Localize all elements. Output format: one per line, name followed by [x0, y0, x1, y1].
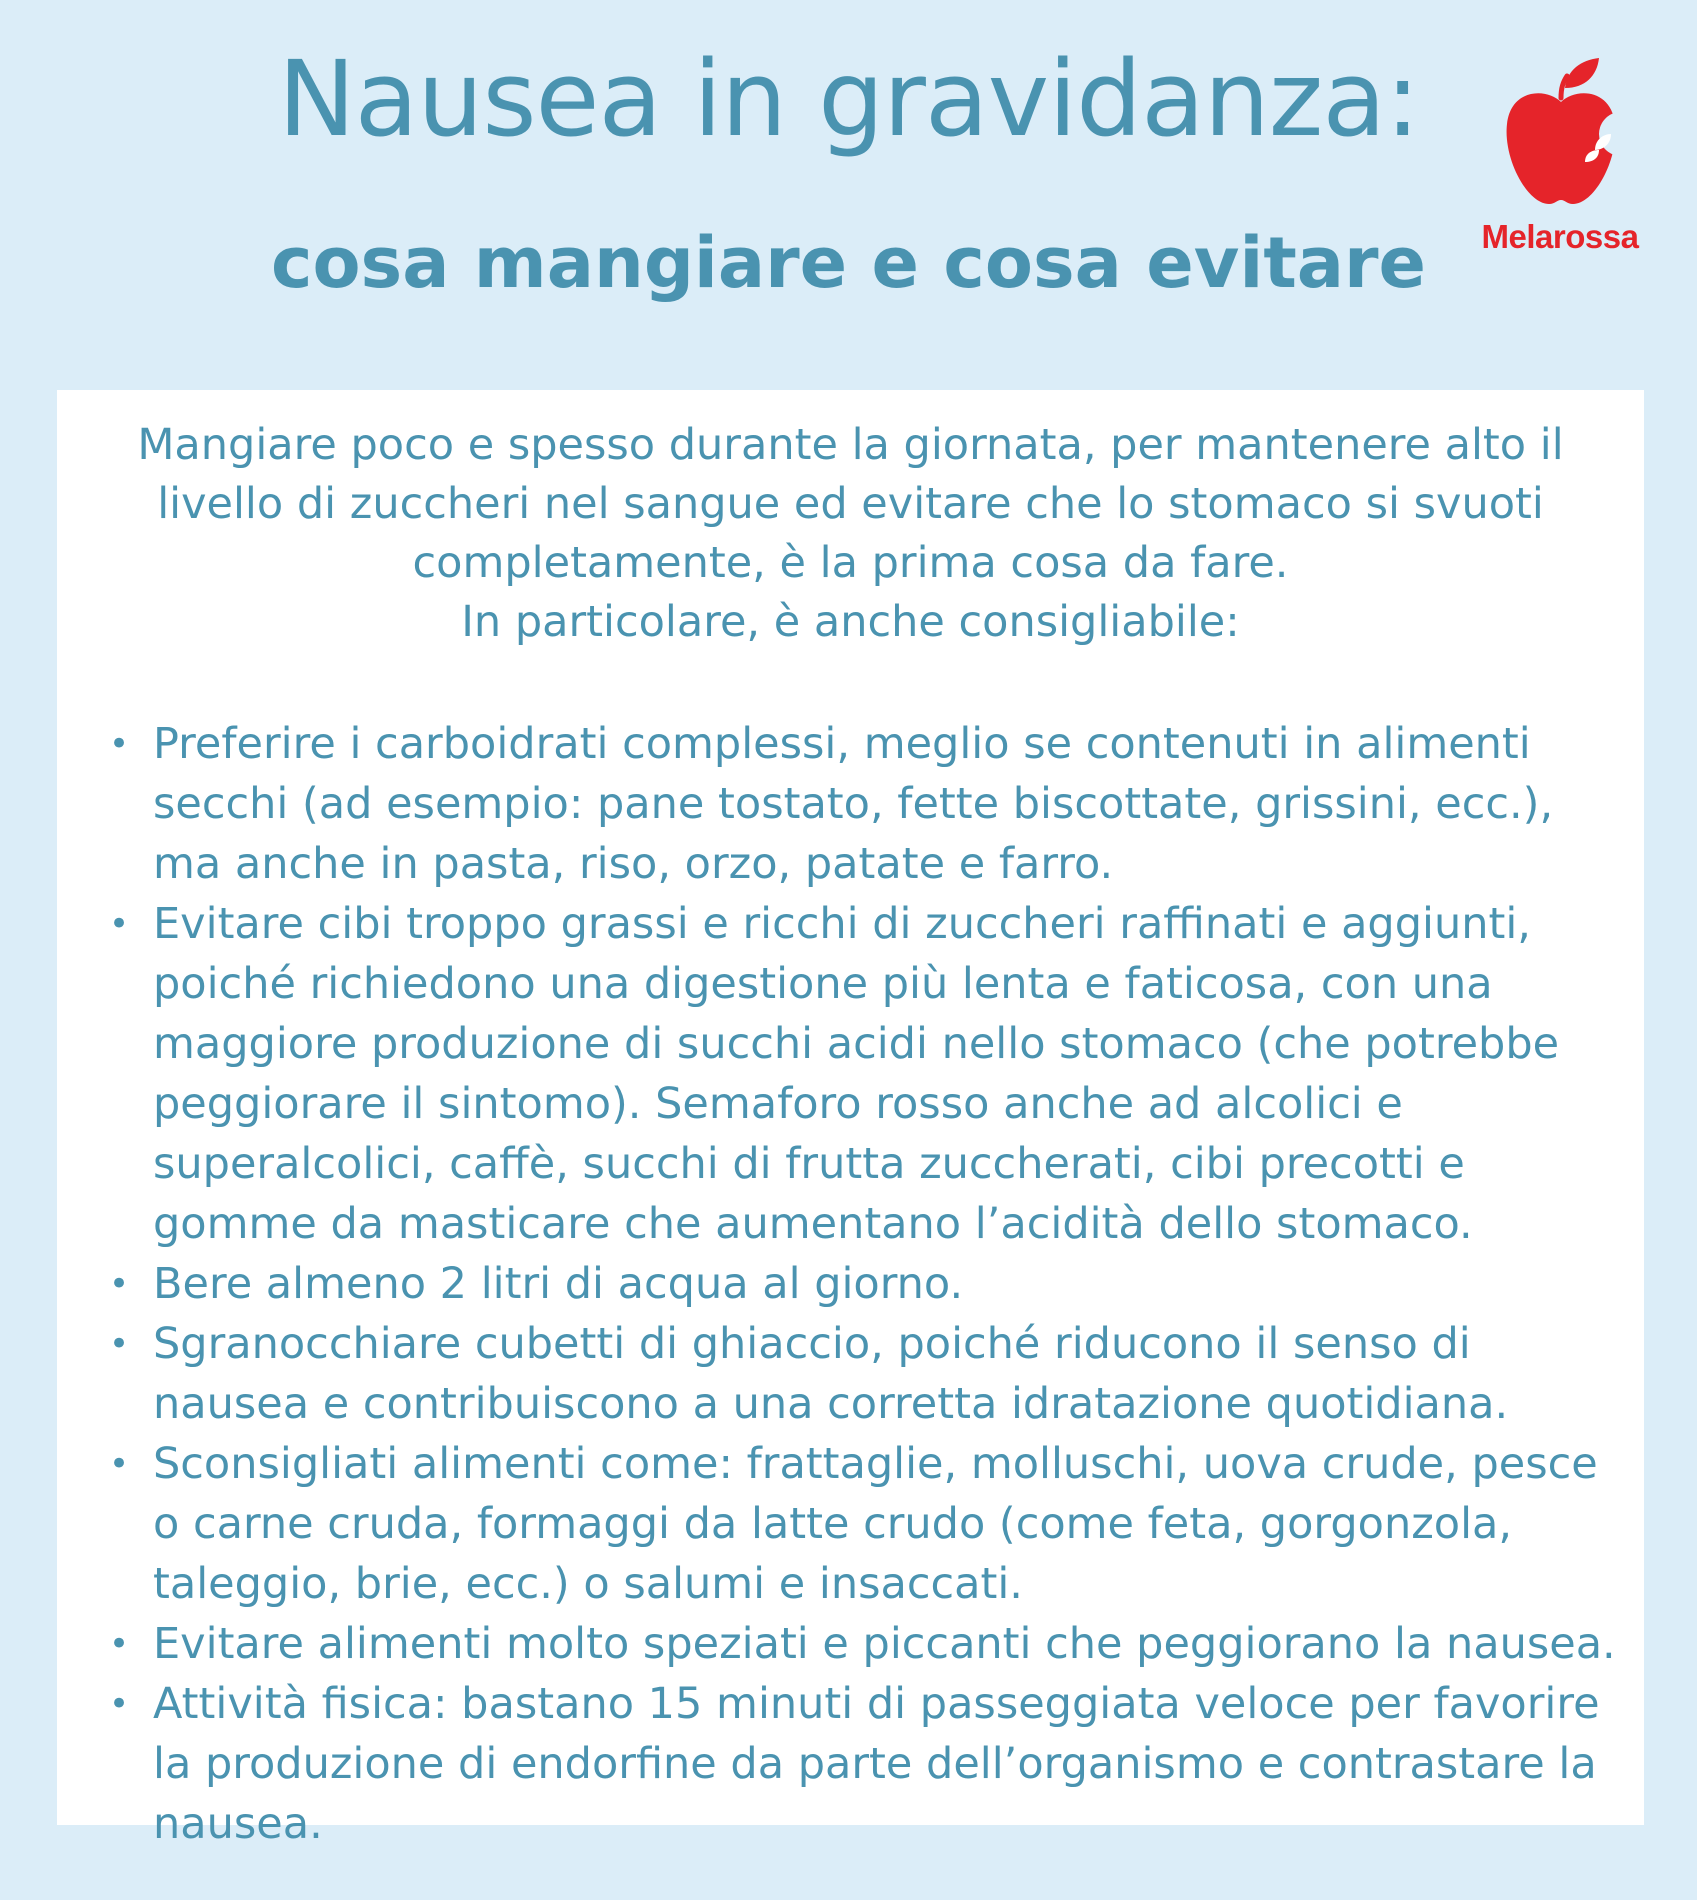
header [0, 0, 1697, 380]
bullet-icon: • [109, 1264, 130, 1304]
list-item [87, 894, 1617, 1254]
list-item-text: Sgranocchiare cubetti di ghiaccio, poiché riducono il senso di nausea e contribuiscono a una corretta idratazione quotidiana. [153, 1319, 1509, 1429]
content-card [57, 390, 1644, 1849]
page-title: Nausea in gravidanza: [277, 38, 1420, 160]
bullet-icon: • [109, 1444, 130, 1484]
list-item [87, 1314, 1617, 1434]
list-item-text: Evitare cibi troppo grassi e ricchi di zuccheri raffinati e aggiunti, poiché richiedono una digestione più lenta e faticosa, con una maggiore produzione di succhi acidi nello stomaco (che potrebbe peggiorare il sintomo). Semaforo rosso anche ad alcolici e superalcolici, caffè, succhi di frutta zuccherati, cibi precotti e gomme da masticare che aumentano l’acidità dello stomaco. [153, 899, 1560, 1249]
bullet-icon: • [109, 724, 130, 764]
list-item-text: Evitare alimenti molto speziati e piccanti che peggiorano la nausea. [153, 1619, 1616, 1669]
advice-list [87, 714, 1617, 1854]
intro [97, 416, 1604, 652]
list-item [87, 1434, 1617, 1614]
page-subtitle: cosa mangiare e cosa evitare [270, 222, 1427, 304]
bullet-icon: • [109, 1684, 130, 1724]
intro-paragraph: Mangiare poco e spesso durante la giornata, per mantenere alto il livello di zuccheri nel sangue ed evitare che lo stomaco si svuoti completamente, è la prima cosa da fare. [137, 420, 1564, 588]
list-item-text: Preferire i carboidrati complessi, meglio se contenuti in alimenti secchi (ad esempio: pane tostato, fette biscottate, grissini, ecc.), ma anche in pasta, riso, orzo, patate e farro. [153, 719, 1554, 889]
list-item [87, 1674, 1617, 1854]
bullet-icon: • [109, 904, 130, 944]
logo-text: Melarossa [1481, 218, 1639, 255]
apple-icon [1503, 58, 1621, 208]
intro-lead: In particolare, è anche consigliabile: [461, 597, 1240, 647]
list-item-text: Sconsigliati alimenti come: frattaglie, molluschi, uova crude, pesce o carne cruda, formaggi da latte crudo (come feta, gorgonzola, taleggio, brie, ecc.) o salumi e insaccati. [153, 1439, 1598, 1609]
list-item [87, 1614, 1617, 1674]
melarossa-logo [1465, 58, 1655, 258]
list-item-text: Attività fisica: bastano 15 minuti di passeggiata veloce per favorire la produzione di endorfine da parte dell’organismo e contrastare la nausea. [153, 1679, 1600, 1849]
list-item-text: Bere almeno 2 litri di acqua al giorno. [153, 1259, 964, 1309]
bullet-icon: • [109, 1324, 130, 1364]
list-item [87, 1254, 1617, 1314]
bullet-icon: • [109, 1624, 130, 1664]
list-item [87, 714, 1617, 894]
